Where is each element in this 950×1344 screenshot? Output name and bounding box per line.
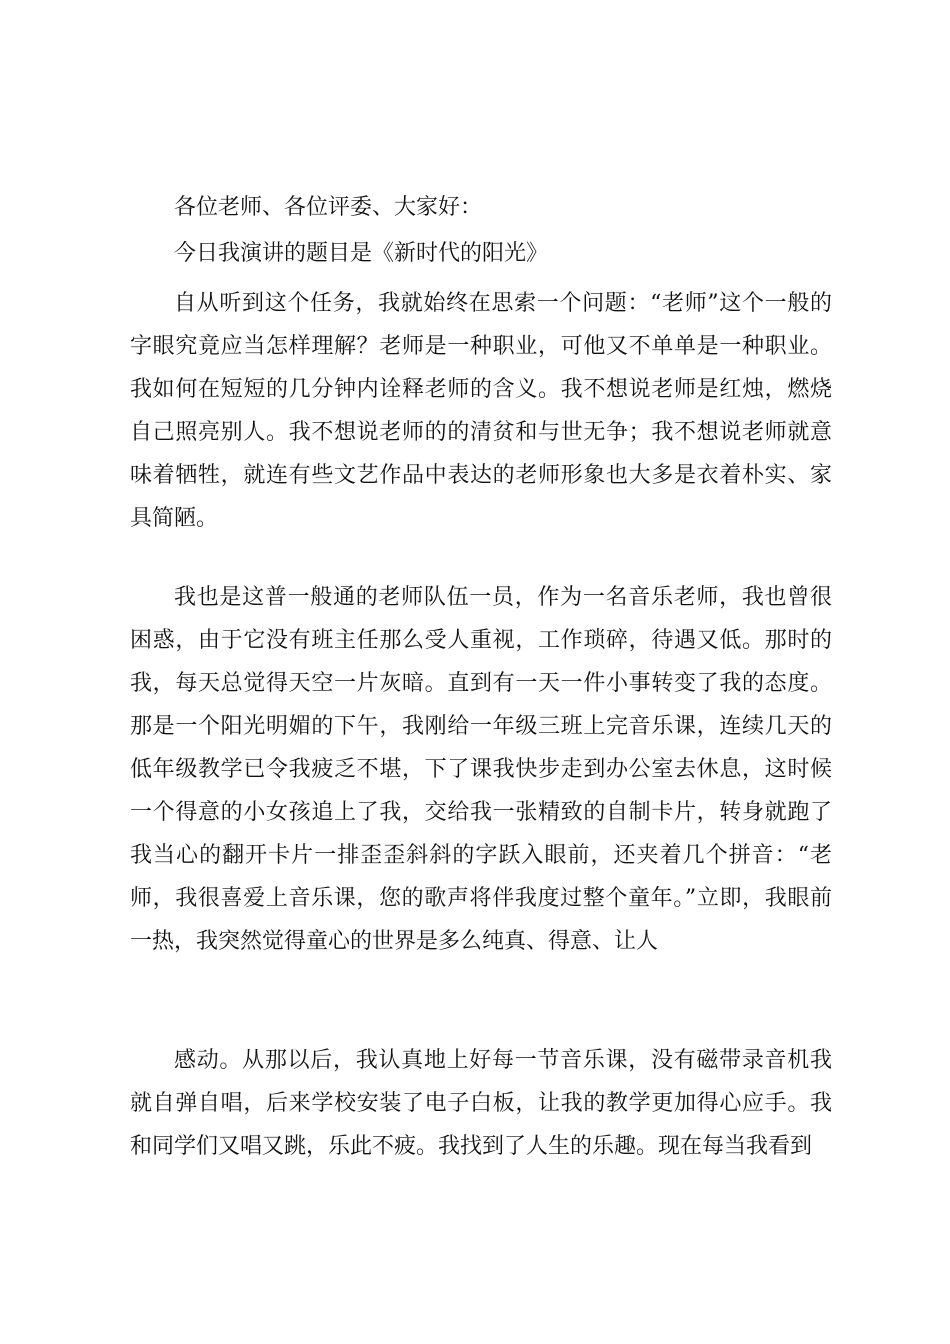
body-paragraph-2: 我也是这普一般通的老师队伍一员，作为一名音乐老师，我也曾很困惑，由于它没有班主任那么受人重视，工作琐碎，待遇又低。那时的我，每天总觉得天空一片灰暗。直到有一天一件小事转变了我的态度。那是一个阳光明媚的下午，我刚给一年级三班上完音乐课，连续几天的低年级教学已令我疲乏不堪，下了课我快步走到办公室去休息，这时候一个得意的小女孩追上了我，交给我一张精致的自制卡片，转身就跑了我当心的翻开卡片一排歪歪斜斜的字跃入眼前，还夹着几个拼音：“老师，我很喜爱上音乐课，您的歌声将伴我度过整个童年。”立即，我眼前一热，我突然觉得童心的世界是多么纯真、得意、让人 — [130, 585, 832, 954]
title-paragraph: 今日我演讲的题目是《新时代的阳光》 — [174, 241, 549, 266]
body-paragraph-1: 自从听到这个任务，我就始终在思索一个问题：“老师”这个一般的字眼究竟应当怎样理解？老师是一种职业，可他又不单单是一种职业。我如何在短短的几分钟内诠释老师的含义。我不想说老师是红烛，燃烧自己照亮别人。我不想说老师的的清贫和与世无争；我不想说老师就意味着牺牲，就连有些文艺作品中表达的老师形象也大多是衣着朴实、家具简陋。 — [130, 291, 832, 531]
greeting-paragraph: 各位老师、各位评委、大家好： — [174, 195, 483, 220]
body-paragraph-3: 感动。从那以后，我认真地上好每一节音乐课，没有磁带录音机我就自弹自唱，后来学校安装了电子白板，让我的教学更加得心应手。我和同学们又唱又跳，乐此不疲。我找到了人生的乐趣。现在每当我看到 — [130, 1048, 832, 1159]
